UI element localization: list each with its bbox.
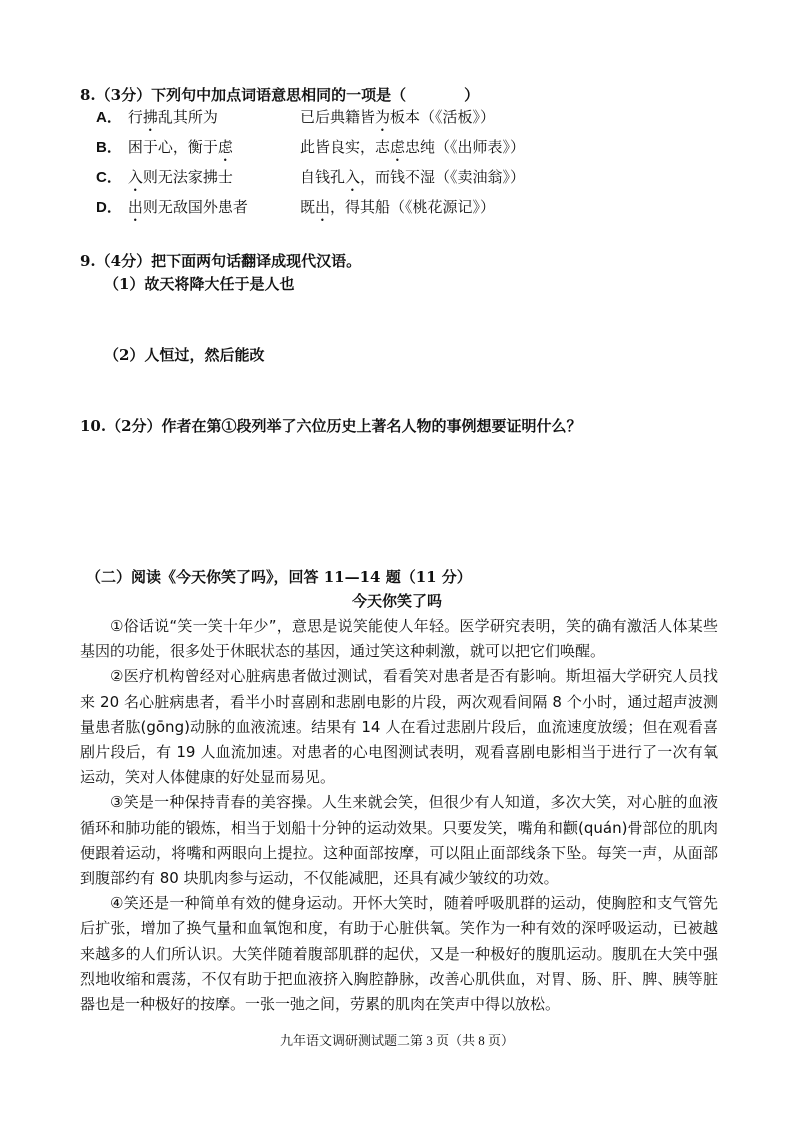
option-b-left: B． 困于心，衡于虑 — [96, 138, 233, 156]
option-b-right: 此皆良实，志虑忠纯（《出师表》） — [300, 138, 526, 156]
question-9-sub-2: （2）人恒过，然后能改 — [104, 346, 265, 364]
option-a-left: A． 行拂乱其所为 — [96, 108, 218, 126]
section-2-heading: （二）阅读《今天你笑了吗》，回答 11—14 题（11 分） — [86, 568, 472, 586]
question-8-stem: 8.（3分）下列句中加点词语意思相同的一项是（ ） — [80, 86, 480, 104]
option-c-right: 自钱孔入，而钱不湿（《卖油翁》） — [300, 168, 526, 186]
article-paragraph-3: ③笑是一种保持青春的美容操。人生来就会笑，但很少有人知道，多次大笑，对心脏的血液循环和肺功能的锻炼，相当于划船十分钟的运动效果。只要发笑，嘴角和颧(quán)骨部位的肌肉便跟着运动，将嘴和两眼向上提拉。这种面部按摩，可以阻止面部线条下坠。每笑一声，从面部到腹部约有 80 块肌肉参与运动，不仅能减肥，还具有减少皱纹的功效。 — [80, 793, 718, 888]
article-paragraph-4: ④笑还是一种简单有效的健身运动。开怀大笑时，随着呼吸肌群的运动，使胸腔和支气管先后扩张，增加了换气量和血氧饱和度，有助于心脏供氧。笑作为一种有效的深呼吸运动，已被越来越多的人们所认识。大笑伴随着腹部肌群的起伏，又是一种极好的腹肌运动。腹肌在大笑中强烈地收缩和震荡，不仅有助于把血液挤入胸腔静脉，改善心肌供血，对胃、肠、肝、脾、胰等脏器也是一种极好的按摩。一张一弛之间，劳累的肌肉在笑声中得以放松。 — [80, 894, 718, 1014]
question-10-stem: 10.（2分）作者在第①段列举了六位历史上著名人物的事例想要证明什么？ — [80, 417, 582, 435]
option-a-right: 已后典籍皆为板本（《活板》） — [300, 108, 496, 126]
question-9-sub-1: （1）故天将降大任于是人也 — [104, 275, 295, 293]
question-9-stem: 9.（4分）把下面两句话翻译成现代汉语。 — [80, 252, 362, 270]
option-d-left: D． 出则无敌国外患者 — [96, 198, 248, 216]
article-paragraph-1: ①俗话说“笑一笑十年少”，意思是说笑能使人年轻。医学研究表明，笑的确有激活人体某些基因的功能，很多处于休眠状态的基因，通过笑这种刺激，就可以把它们唤醒。 — [80, 617, 718, 661]
article-paragraph-2: ②医疗机构曾经对心脏病患者做过测试，看看笑对患者是否有影响。斯坦福大学研究人员找来 20 名心脏病患者，看半小时喜剧和悲剧电影的片段，两次观看间隔 8 个小时，通过超声波测量患者肱(gōng)动脉的血液流速。结果有 14 人在看过悲剧片段后，血流速度放缓；但在观看喜剧片段后，有 19 人血流加速。对患者的心电图测试表明，观看喜剧电影相当于进行了一次有氧运动，笑对人体健康的好处显而易见。 — [80, 667, 718, 787]
option-c-left: C． 入则无法家拂士 — [96, 168, 233, 186]
article-body — [80, 614, 718, 1017]
article-title: 今天你笑了吗 — [351, 592, 442, 610]
page-footer: 九年语文调研测试题二第 3 页（共 8 页） — [279, 1033, 514, 1048]
option-d-right: 既出，得其船（《桃花源记》） — [300, 198, 496, 216]
